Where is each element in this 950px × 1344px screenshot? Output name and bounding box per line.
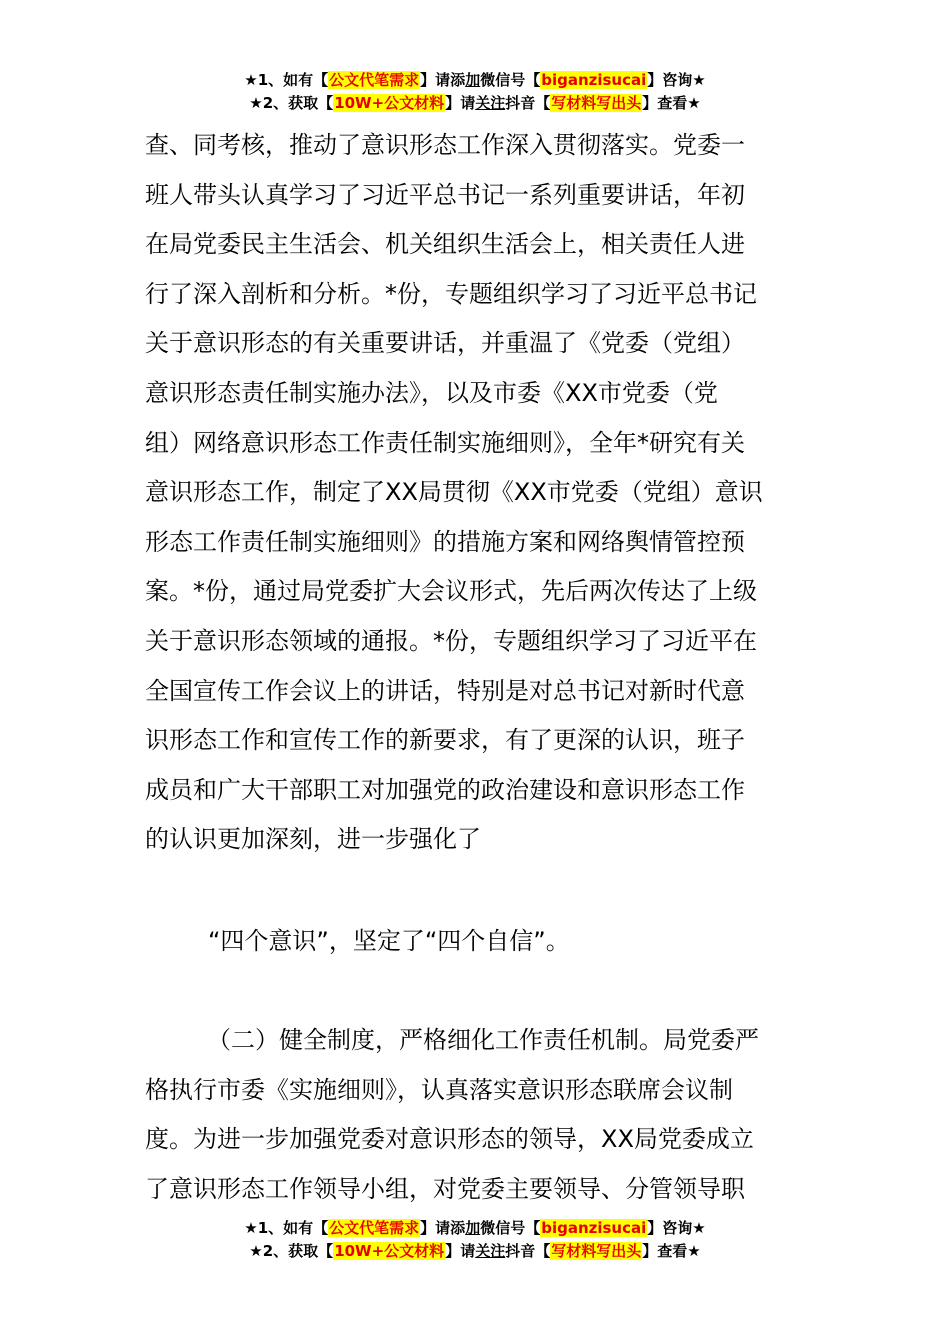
paragraph-line: 案。*份，通过局党委扩大会议形式，先后两次传达了上级 bbox=[145, 577, 757, 606]
paragraph-line: 全国宣传工作会议上的讲话，特别是对总书记对新时代意 bbox=[145, 676, 745, 705]
highlight-wechat-id: biganzisucai bbox=[541, 71, 647, 89]
header-banner bbox=[0, 69, 950, 115]
paragraph-line: 意识形态工作，制定了XX局贯彻《XX市党委（党组）意识 bbox=[145, 478, 763, 507]
paragraph-2 bbox=[145, 1016, 807, 1214]
paragraph-line: 格执行市委《实施细则》，认真落实意识形态联席会议制 bbox=[145, 1075, 733, 1104]
paragraph-line: （二）健全制度，严格细化工作责任机制。局党委严 bbox=[207, 1026, 759, 1054]
paragraph-line: 组）网络意识形态工作责任制实施细则》，全年*研究有关 bbox=[145, 428, 745, 457]
paragraph-line: 了意识形态工作领导小组，对党委主要领导、分管领导职 bbox=[145, 1174, 745, 1203]
paragraph-line: 查、同考核，推动了意识形态工作深入贯彻落实。党委一 bbox=[145, 131, 745, 159]
document-body bbox=[145, 121, 807, 865]
paragraph-line: 行了深入剖析和分析。*份，专题组织学习了习近平总书记 bbox=[145, 279, 757, 308]
paragraph-line: 意识形态责任制实施办法》，以及市委《XX市党委（党 bbox=[145, 378, 718, 407]
banner-line-2: ★2、获取【10W+公文材料】请关注抖音【写材料写出头】查看★ bbox=[249, 94, 701, 112]
paragraph-line: 班人带头认真学习了习近平总书记一系列重要讲话，年初 bbox=[145, 180, 745, 209]
paragraph-line: 在局党委民主生活会、机关组织生活会上，相关责任人进 bbox=[145, 230, 745, 259]
highlight-douyin: 写材料写出头 bbox=[551, 94, 642, 112]
paragraph-line: 成员和广大干部职工对加强党的政治建设和意识形态工作 bbox=[145, 775, 745, 804]
paragraph-line: 形态工作责任制实施细则》的措施方案和网络舆情管控预 bbox=[145, 527, 745, 556]
highlight-douyin: 写材料写出头 bbox=[551, 1242, 642, 1260]
highlight-materials: 10W+公文材料 bbox=[334, 1242, 445, 1260]
banner-line-2: ★2、获取【10W+公文材料】请关注抖音【写材料写出头】查看★ bbox=[249, 1242, 701, 1260]
paragraph-line: 度。为进一步加强党委对意识形态的领导，XX局党委成立 bbox=[145, 1125, 754, 1154]
paragraph-line: 关于意识形态的有关重要讲话，并重温了《党委（党组） bbox=[145, 329, 745, 358]
paragraph-line: 识形态工作和宣传工作的新要求，有了更深的认识，班子 bbox=[145, 726, 745, 755]
highlight-materials: 10W+公文材料 bbox=[334, 94, 445, 112]
highlight-ghostwriting: 公文代笔需求 bbox=[329, 71, 420, 89]
highlight-ghostwriting: 公文代笔需求 bbox=[329, 1219, 420, 1237]
banner-line-1: ★1、如有【公文代笔需求】请添加微信号【biganzisucai】咨询★ bbox=[244, 1219, 706, 1237]
highlight-wechat-id: biganzisucai bbox=[541, 1219, 647, 1237]
paragraph-1 bbox=[145, 121, 807, 865]
paragraph-line: 关于意识形态领域的通报。*份，专题组织学习了习近平在 bbox=[145, 626, 757, 655]
banner-line-1: ★1、如有【公文代笔需求】请添加微信号【biganzisucai】咨询★ bbox=[244, 71, 706, 89]
quote-line: “四个意识”，坚定了“四个自信”。 bbox=[208, 927, 570, 955]
footer-banner bbox=[0, 1217, 950, 1263]
paragraph-line: 的认识更加深刻，进一步强化了 bbox=[145, 825, 481, 854]
